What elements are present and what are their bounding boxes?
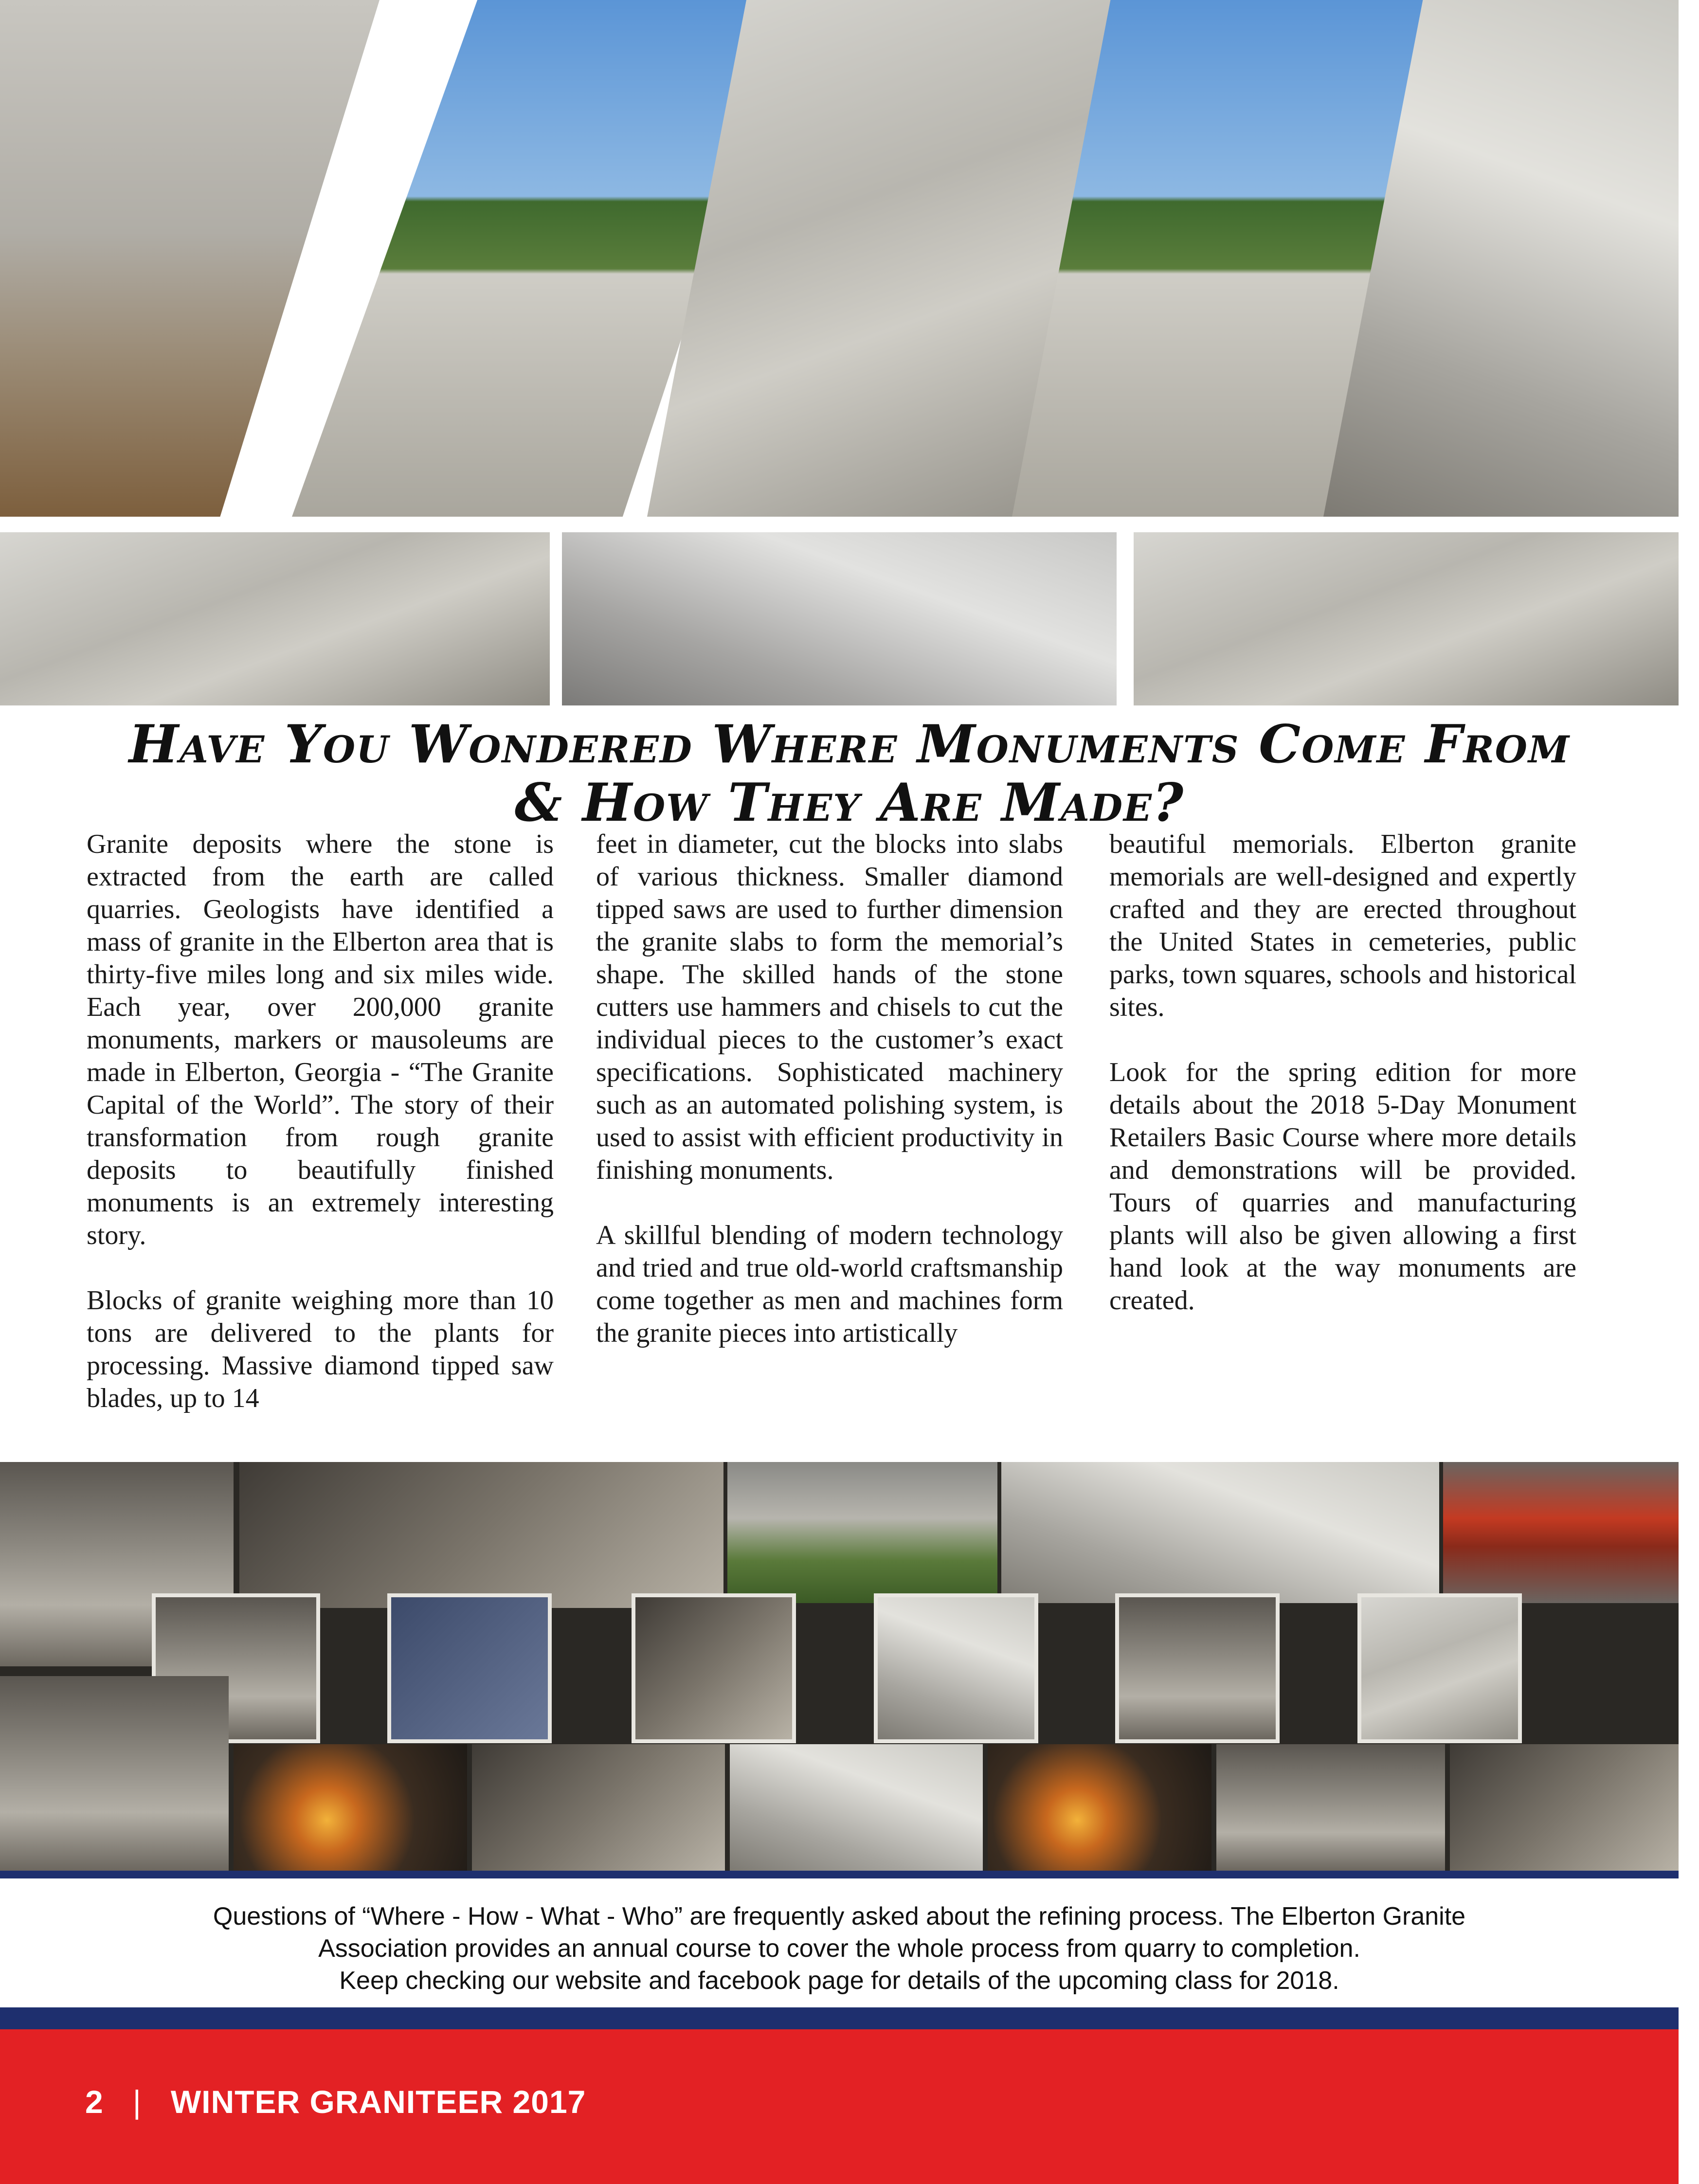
photo-workers-drilling-wall (562, 532, 1117, 705)
headline-line-1: Have You Wondered Where Monuments Come From (128, 714, 1571, 775)
footer-separator: | (132, 2084, 142, 2120)
photo-saw-cutting-slab (874, 1593, 1038, 1743)
column-3-paragraph-2: Look for the spring edition for more details about the 2018 5-Day Monument Retailers Basic Course where more details and demonstrations will be provided. Tours of quarries and manufacturing plants will also be given allowing a first hand look at the way monuments are created. (1109, 1057, 1576, 1316)
photo-red-machinery (1443, 1462, 1679, 1603)
column-1 (87, 828, 554, 1447)
photo-chisel-tools (387, 1593, 552, 1743)
course-note-line-2: Association provides an annual course to cover the whole process from quarry to completion. (318, 1934, 1360, 1963)
headline (0, 715, 1699, 832)
photo-worker-at-bench (1115, 1593, 1280, 1743)
column-2-paragraph-1: feet in diameter, cut the blocks into slabs of various thickness. Smaller diamond tipped saws are used to further dimension the granite slabs to form the memorial’s shape. The skilled hands of the stone cutters use hammers and chisels to cut the individual pieces to the customer’s exact specifications. Sophisticated machinery such as an automated polishing system, is used to assist with efficient productivity in finishing monuments. (596, 829, 1063, 1185)
photo-worker-with-furnace (988, 1744, 1211, 1871)
photo-carving-outdoors (727, 1462, 997, 1603)
photo-dusty-plant-worker (239, 1462, 723, 1608)
photo-workers-with-chain (0, 532, 550, 705)
column-1-paragraph-1: Granite deposits where the stone is extracted from the earth are called quarries. Geologists have identified a mass of granite in the Elberton area that is thirty-five miles long and six miles wide. Each year, over 200,000 granite monuments, markers or mausoleums are made in Elberton, Georgia - “The Granite Capital of the World”. The story of their transformation from rough granite deposits to beautifully finished monuments is an extremely interesting story. (87, 829, 554, 1250)
column-3-paragraph-1: beautiful memorials. Elberton granite memorials are well-designed and expertly crafted and they are erected throughout the United States in cemeteries, public parks, town squares, schools and historical sites. (1109, 829, 1576, 1022)
footer-text (85, 2083, 586, 2120)
photo-worker-sawing-granite (1216, 1744, 1445, 1871)
photo-workers-at-table (0, 1676, 229, 1871)
column-2-paragraph-2: A skillful blending of modern technology and tried and true old-world craftsmanship come together as men and machines form the granite pieces into artistically (596, 1220, 1063, 1348)
course-note-line-1: Questions of “Where - How - What - Who” are frequently asked about the refining process. The Elberton Granite (213, 1902, 1466, 1931)
course-note-line-3: Keep checking our website and facebook page for details of the upcoming class for 2018. (339, 1967, 1339, 1995)
photo-worker-in-apron (1450, 1744, 1679, 1871)
collage-divider (0, 1871, 1679, 1878)
page-number: 2 (85, 2084, 104, 2120)
footer-navy-stripe (0, 2007, 1679, 2029)
photo-cutting-machine (730, 1744, 983, 1871)
column-1-paragraph-2: Blocks of granite weighing more than 10 tons are delivered to the plants for processing. Massive diamond tipped saw blades, up to 14 (87, 1285, 554, 1413)
column-3 (1109, 828, 1576, 1350)
course-note (0, 1900, 1679, 1997)
photo-granite-block-hoisted (1134, 532, 1679, 705)
photo-worker-drilling (632, 1593, 796, 1743)
photo-foundry-fire (234, 1744, 467, 1871)
photo-polishing-machine (1001, 1462, 1439, 1603)
photo-plant-interior (472, 1744, 725, 1871)
publication-name: WINTER GRANITEER 2017 (170, 2084, 586, 2120)
headline-line-2: & How They Are Made? (514, 772, 1185, 833)
photo-collage (0, 1462, 1679, 1871)
photo-craftsman-polishing (1357, 1593, 1522, 1743)
column-2 (596, 828, 1063, 1382)
